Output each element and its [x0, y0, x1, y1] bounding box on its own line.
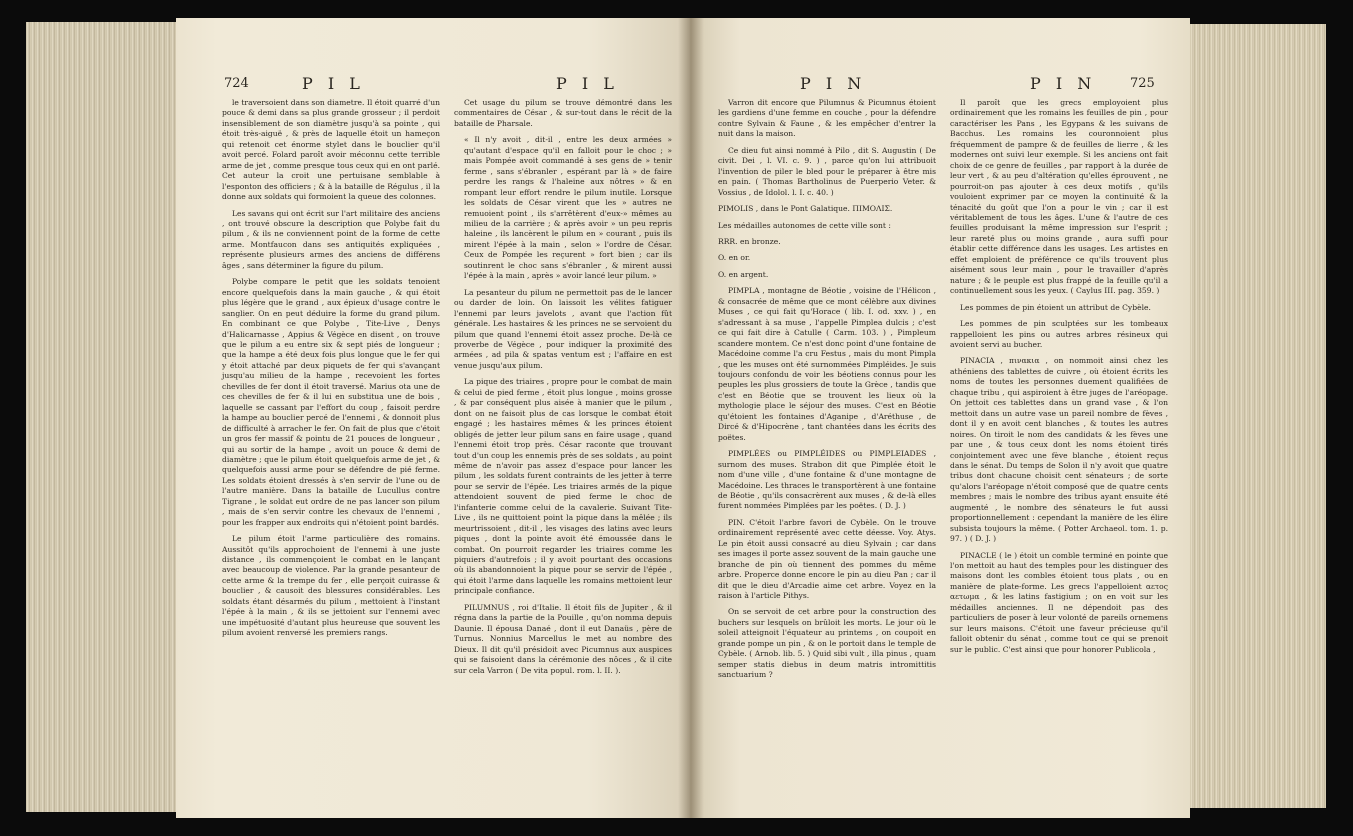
medal-line: RRR. en bronze.	[718, 236, 781, 246]
running-head: P I L	[302, 74, 365, 93]
running-head: P I N	[800, 74, 867, 93]
entry-pin: PIN. C'étoit l'arbre favori de Cybèle. On le trouve ordinairement représenté avec cette déesse. Voy. Atys. Le pin étoit aussi consacré au dieu Sylvain ; car dans ses images il porte assez souvent de la main gauche une branche de pin où tiennent des pommes du même arbre. Properce donne encore le pin au dieu Pan ; car il dit que le dieu d'Arcadie aime cet arbre. Voyez en la raison à l'article Pithys.	[718, 517, 936, 601]
page-number: 725	[1130, 76, 1155, 91]
paragraph: Les médailles autonomes de cette ville sont :	[718, 220, 891, 230]
entry-pilumnus: PILUMNUS , roi d'Italie. Il étoit fils de Jupiter , & il régna dans la partie de la Pouille , qu'on nomma depuis Daunie. Il épousa Danaé , dont il eut Danaüs , père de Turnus. Nonnius Marcellus le met au nombre des Dieux. Il dit qu'il présidoit avec Picumnus aux auspices qui se faisoient dans la cérémonie des nôces , & il cite sur cela Varron ( De vita popul. rom. l. II. ).	[454, 602, 672, 675]
page-edges-right	[1188, 24, 1326, 808]
entry-pimolis: PIMOLIS , dans le Pont Galatique. ΠΙΜΟΛΙΣ.	[718, 204, 893, 214]
medal-line: O. en argent.	[718, 269, 769, 279]
paragraph: Le pilum étoit l'arme particulière des romains. Aussitôt qu'ils approchoient de l'ennemi à une juste distance , ils commençoient le combat en le lançant avec beaucoup de violence. Par la grande pesanteur de cette arme & la trempe du fer , elle perçoit cuirasse & bouclier , & causoit des blessures considérables. Les soldats étant désarmés du pilum , mettoient à l'instant l'épée à la main , & ils se jettoient sur l'ennemi avec une impétuosité d'autant plus heureuse que souvent les pilum avoient renversé les premiers rangs.	[222, 534, 440, 638]
text-column-right	[454, 98, 672, 682]
entry-pimpla: PIMPLA , montagne de Béotie , voisine de l'Hélicon , & consacrée de même que ce mont célèbre aux divines Muses , ce qui fait qu'Horace ( lib. I. od. xxv. ) , en s'adressant à sa muse , l'appelle Pimplea dulcis ; c'est ce qui fait dire à Catulle ( Carm. 103. ) , Pimpleum scandere montem. Ce n'est donc point d'une fontaine de Macédoine comme l'a cru Festus , mais du mont Pimpla , que les muses ont été surnommées Pimpléides. Je suis toujours confondu de voir les béotiens connus pour les peuples les plus grossiers de toute la Grèce , tandis que c'est en Béotie que se trouvent les lieux où la mythologie place le séjour des muses. C'est en Béotie qu'étoient les fontaines d'Aganipe , d'Aréthuse , de Dircé & d'Hipocrène , tant chantées dans les écrits des poëtes.	[718, 286, 936, 442]
paragraph: le traversoient dans son diametre. Il étoit quarré d'un pouce & demi dans sa plus grande grosseur ; il perdoit insensiblement de son diamètre jusqu'à sa pointe , qui étoit très-aiguë , & près de laquelle étoit un hameçon qui retenoit cet énorme stylet dans le bouclier qu'il avoit percé. Folard paroît avoir méconnu cette terrible arme de jet , comme presque tous ceux qui en ont parlé. Cet auteur la croit une pertuisane semblable à l'esponton des officiers ; & à la bataille de Régulus , il la donne aux soldats qui formoient la queue des colonnes.	[222, 98, 440, 202]
right-page	[690, 18, 1190, 818]
page-edges-left	[26, 22, 178, 812]
quotation: « Il n'y avoit , dit-il , entre les deux armées » qu'autant d'espace qu'il en falloit pour le choc ; » mais Pompée avoit commandé à ses gens de » tenir ferme , sans s'ébranler , espérant par là » de faire perdre les rangs & l'haleine aux nôtres » & en rompant leur effort rendre le pilum inutile. Lorsque les soldats de César virent que les » autres ne remuoient point , ils s'arrêtèrent d'eux-» mêmes au milieu de la carrière ; & après avoir » un peu repris haleine , ils lancèrent le pilum en » courant , puis ils mirent l'épée à la main , selon » l'ordre de César. Ceux de Pompée les reçurent » fort bien ; car ils soutinrent le choc sans s'ébranler , & mirent aussi l'épée à la main , après » avoir lancé leur pilum. »	[464, 135, 672, 281]
paragraph: On se servoit de cet arbre pour la construction des buchers sur lesquels on brûloit les morts. Le jour où le soleil atteignoit l'équateur au printems , on coupoit en grande pompe un pin , & on le portoit dans le temple de Cybèle. ( Arnob. lib. 5. ) Quid sibi vult , illa pinus , quam semper statis diebus in deum matris intromittitis sanctuarium ?	[718, 607, 936, 680]
entry-pinacia: PINACIA , πινακια , on nommoit ainsi chez les athéniens des tablettes de cuivre , où étoient écrits les noms de toutes les personnes duement qualifiées de chaque tribu , qui aspiroient à être juges de l'aréopage. On jettoit ces tablettes dans un grand vase , & l'on mettoit dans un autre vase un pareil nombre de fèves , dont il y en avoit cent blanches , & toutes les autres noires. On tiroit le nom des candidats & les fèves une par une , & tous ceux dont les noms étoient tirés conjointement avec une fève blanche , étoient reçus dans le sénat. Du temps de Solon il n'y avoit que quatre tribus dont chacune choisit cent sénateurs ; de sorte qu'alors l'aréopage n'étoit composé que de quatre cents membres ; mais le nombre des tribus ayant ensuite été augmenté , le nombre des sénateurs le fut aussi proportionnellement : cependant la manière de les élire subsista toujours la même. ( Potter Archaeol. tom. 1. p. 97. ) ( D. J. )	[950, 356, 1168, 544]
paragraph: Les pommes de pin étoient un attribut de Cybèle.	[960, 302, 1151, 312]
paragraph: La pique des triaires , propre pour le combat de main & celui de pied ferme , étoit plus longue , moins grosse , & par conséquent plus aisée à manier que le pilum , dont on ne faisoit plus de cas lorsque le combat étoit engagé ; les hastaires mêmes & les princes étoient obligés de jetter leur pilum sans en faire usage , quand l'ennemi étoit trop près. César raconte que trouvant tout d'un coup les ennemis près de ses soldats , au point même de n'avoir pas assez d'espace pour lancer les pilum , les soldats furent contraints de les jetter à terre pour se servir de l'épée. Les triaires armés de la pique attendoient souvent de pied ferme le choc de l'infanterie comme celui de la cavalerie. Suivant Tite-Live , ils ne quittoient point la pique dans la mêlée ; ils meurtrissoient , dit-il , les visages des latins avec leurs piques , dont la pointe avoit été émoussée dans le combat. On pourroit regarder les triaires comme les piquiers d'autrefois ; il y avoit pourtant des occasions où ils abandonnoient la pique pour se servir de l'épée , qui étoit l'arme dans laquelle les romains mettoient leur principale confiance.	[454, 377, 672, 596]
paragraph: Cet usage du pilum se trouve démontré dans les commentaires de César , & sur-tout dans le récit de la bataille de Pharsale.	[454, 98, 672, 128]
medal-line: O. en or.	[718, 253, 751, 263]
paragraph: Varron dit encore que Pilumnus & Picumnus étoient les gardiens d'une femme en couche , pour la défendre contre Sylvain & Faune , & les empêcher d'entrer la nuit dans la maison.	[718, 98, 936, 139]
paragraph: La pesanteur du pilum ne permettoit pas de le lancer ou darder de loin. On laissoit les vélites fatiguer l'ennemi par leurs javelots , avant que l'action fût générale. Les hastaires & les princes ne se servoient du pilum que quand l'ennemi étoit assez proche. De-là ce proverbe de Végèce , pour indiquer la proximité des armées , ad pila & spatas ventum est ; l'affaire en est venue jusqu'aux pilum.	[454, 287, 672, 370]
left-page	[176, 18, 690, 818]
entry-pimplees: PIMPLÉES ou PIMPLÉIDES ou PIMPLEIADES , surnom des muses. Strabon dit que Pimplée étoit le nom d'une ville , d'une fontaine & d'une montagne de Macédoine. Les thraces le transportèrent à une fontaine de Béotie , qu'ils consacrèrent aux muses , & de-là elles furent nommées Pimplées par les poëtes. ( D. J. )	[718, 449, 936, 511]
text-column-right	[950, 98, 1168, 661]
text-column-left	[222, 98, 440, 645]
running-head: P I N	[1030, 74, 1097, 93]
page-number: 724	[224, 76, 249, 91]
text-column-left	[718, 98, 936, 687]
paragraph: Ce dieu fut ainsi nommé à Pilo , dit S. Augustin ( De civit. Dei , l. VI. c. 9. ) , parce qu'on lui attribuoit l'invention de piler le bled pour le préparer à être mis en pain. ( Thomas Bartholinus de Puerperio Veter. & Vossius , de Idolol. l. I. c. 40. )	[718, 145, 936, 197]
paragraph: Il paroît que les grecs employoient plus ordinairement que les romains les feuilles de pin , pour caractériser les Pans , les Egypans & les suivans de Bacchus. Les romains les couronnoient plus fréquemment de pampre & de feuilles de lierre , & les modernes ont suivi leur exemple. Si les anciens ont fait choix de ce genre de feuilles , par rapport à la durée de leur vert , & au peu d'altération qu'elles éprouvent , ne pourroit-on pas ajouter à ces deux motifs , qu'ils vouloient exprimer par ce moyen la continuité & la ténacité du goût que l'on a pour le vin ; car il est véritablement de tous les âges. L'une & l'autre de ces feuilles produisant la même impression sur l'esprit ; leur rareté plus ou moins grande , aura suffi pour établir cette différence dans les usages. Les artistes en effet emploient de préférence ce qu'ils trouvent plus aisément sous leur main , pour le travailler d'après nature ; & le peuple est plus frappé de la feuille qu'il a continuellement sous les yeux. ( Caylus III. pag. 359. )	[950, 98, 1168, 296]
book-gutter	[678, 18, 704, 818]
running-head: P I L	[556, 74, 619, 93]
paragraph: Polybe compare le petit que les soldats tenoient encore quelquefois dans la main gauche , & qui étoit plus légère que le grand , aux épieux d'usage contre le sanglier. On en peut déduire la forme du grand pilum. En combinant ce que Polybe , Tite-Live , Denys d'Halicarnasse , Appius & Végèce en disent , on trouve que le pilum a eu entre six & sept piés de longueur ; que la hampe a été deux fois plus longue que le fer qui y étoit attaché par deux piquets de fer qui s'avançant jusqu'au milieu de la hampe , recevoient les fortes chevilles de fer dont il étoit traversé. Marius ota une de ces chevilles de fer & il lui en substitua une de bois , laquelle se cassant par l'effort du coup , faisoit perdre la hampe au bouclier percé de l'ennemi , & donnoit plus de difficulté à arracher le fer. On fait de plus que c'étoit un gros fer massif & pointu de 21 pouces de longueur , qui au sortir de la hampe , avoit un pouce & demi de diamètre ; que le pilum étoit quelquefois arme de jet , & quelquefois aussi arme pour se défendre de pié ferme. Les soldats étoient dressés à s'en servir de l'une ou de l'autre manière. Dans la bataille de Lucullus contre Tigrane , le soldat eut ordre de ne pas lancer son pilum , mais de s'en servir contre les chevaux de l'ennemi , pour les frapper aux endroits qui n'étoient point bardés.	[222, 277, 440, 527]
paragraph: Les savans qui ont écrit sur l'art militaire des anciens , ont trouvé obscure la description que Polybe fait du pilum , & ils ne conviennent point de la forme de cette arme. Montfaucon dans ses antiquités expliquées , représente plusieurs armes des anciens de différens âges , sans déterminer la figure du pilum.	[222, 208, 440, 270]
paragraph: Les pommes de pin sculptées sur les tombeaux rappelloient les pins ou autres arbres résineux qui avoient servi au bucher.	[950, 319, 1168, 349]
entry-pinacle: PINACLE ( le ) étoit un comble terminé en pointe que l'on mettoit au haut des temples pour les distinguer des maisons dont les combles étoient tous plats , ou en manière de plate-forme. Les grecs l'appelloient αετος αετωμα , & les latins fastigium ; on en voit sur les médailles anciennes. Il ne dépendoit pas des particuliers de poser à leur volonté de pareils ornemens sur leurs maisons. C'étoit une faveur précieuse qu'il falloit obtenir du sénat , comme tout ce qui se prenoit sur le public. C'est ainsi que pour honorer Publicola ,	[950, 550, 1168, 654]
